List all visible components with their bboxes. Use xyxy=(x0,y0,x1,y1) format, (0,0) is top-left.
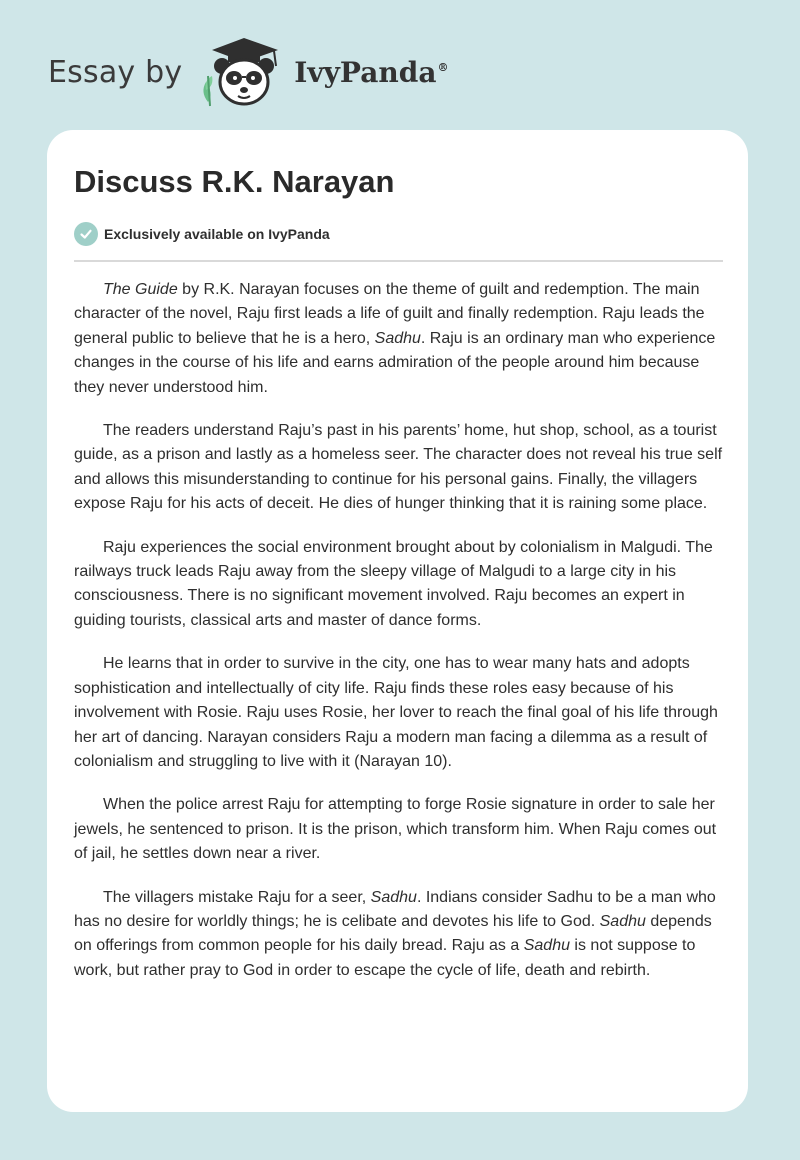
check-icon xyxy=(74,222,98,246)
badge-label: Exclusively available on IvyPanda xyxy=(104,226,330,242)
paragraph-text: The villagers mistake Raju for a seer, xyxy=(103,888,371,906)
essay-paragraph xyxy=(74,886,724,984)
italic-term: Sadhu xyxy=(370,888,417,906)
essay-paragraph xyxy=(74,536,724,634)
italic-term: Sadhu xyxy=(374,329,421,347)
paragraph-text: is not suppose to work, but rather pray to God in order to escape the cycle of life, death and rebirth. xyxy=(74,937,696,979)
panda-logo-icon xyxy=(198,36,290,108)
essay-paragraph xyxy=(74,419,724,517)
paragraph-text: The readers understand Raju’s past in his parents’ home, hut shop, school, as a tourist guide, as a prison and lastly as a homeless seer. The character does not reveal his true self and allows this misunderstanding to continue for his personal gains. Finally, the villagers expose Raju for his acts of deceit. He dies of hunger thinking that it is raining some place. xyxy=(74,422,723,513)
paragraph-text: Raju experiences the social environment brought about by colonialism in Malgudi. The railways truck leads Raju away from the sleepy village of Malgudi to a large city in his consciousness. There is no significant movement involved. Raju becomes an expert in guiding tourists, classical arts and master of dance forms. xyxy=(74,538,713,629)
paragraph-text: depends on offerings from common people for his daily bread. Raju as a xyxy=(74,912,712,955)
paragraph-text: by R.K. Narayan focuses on the theme of guilt and redemption. The main character of the novel, Raju first leads a life of guilt and finally redemption. Raju leads the general public to believe that he is a hero, xyxy=(74,281,705,347)
essay-paragraph xyxy=(74,278,724,400)
brand-header xyxy=(48,36,448,108)
essay-paragraph xyxy=(74,652,724,774)
italic-term: Sadhu xyxy=(523,937,570,955)
brand-name: IvyPanda® xyxy=(294,55,449,89)
italic-term: Sadhu xyxy=(599,912,646,930)
essay-body xyxy=(74,278,724,1002)
divider xyxy=(74,260,723,262)
italic-term: The Guide xyxy=(103,281,178,298)
essay-paragraph xyxy=(74,793,724,866)
page-title: Discuss R.K. Narayan xyxy=(74,164,395,199)
paragraph-text: He learns that in order to survive in the city, one has to wear many hats and adopts sophistication and intellectually of city life. Raju finds these roles easy because of his involvement with Rosie. Raju uses Rosie, her lover to reach the final goal of his life through her art of dancing. Narayan considers Raju a modern man facing a dilemma as a result of colonialism and struggling to live with it (Narayan 10). xyxy=(74,655,718,770)
availability-badge xyxy=(74,222,330,246)
registered-mark: ® xyxy=(437,61,449,75)
essay-card xyxy=(47,130,748,1112)
paragraph-text: . Indians consider Sadhu to be a man who has no desire for worldly things; he is celibate and devotes his life to God. xyxy=(74,888,716,930)
paragraph-text: When the police arrest Raju for attempting to forge Rosie signature in order to sale her jewels, he sentenced to prison. It is the prison, which transform him. When Raju comes out of jail, he settles down near a river. xyxy=(74,796,717,863)
paragraph-text: . Raju is an ordinary man who experience changes in the course of his life and earns admiration of the people around him because they never understood him. xyxy=(74,329,716,396)
brand-prefix: Essay by xyxy=(48,54,183,90)
